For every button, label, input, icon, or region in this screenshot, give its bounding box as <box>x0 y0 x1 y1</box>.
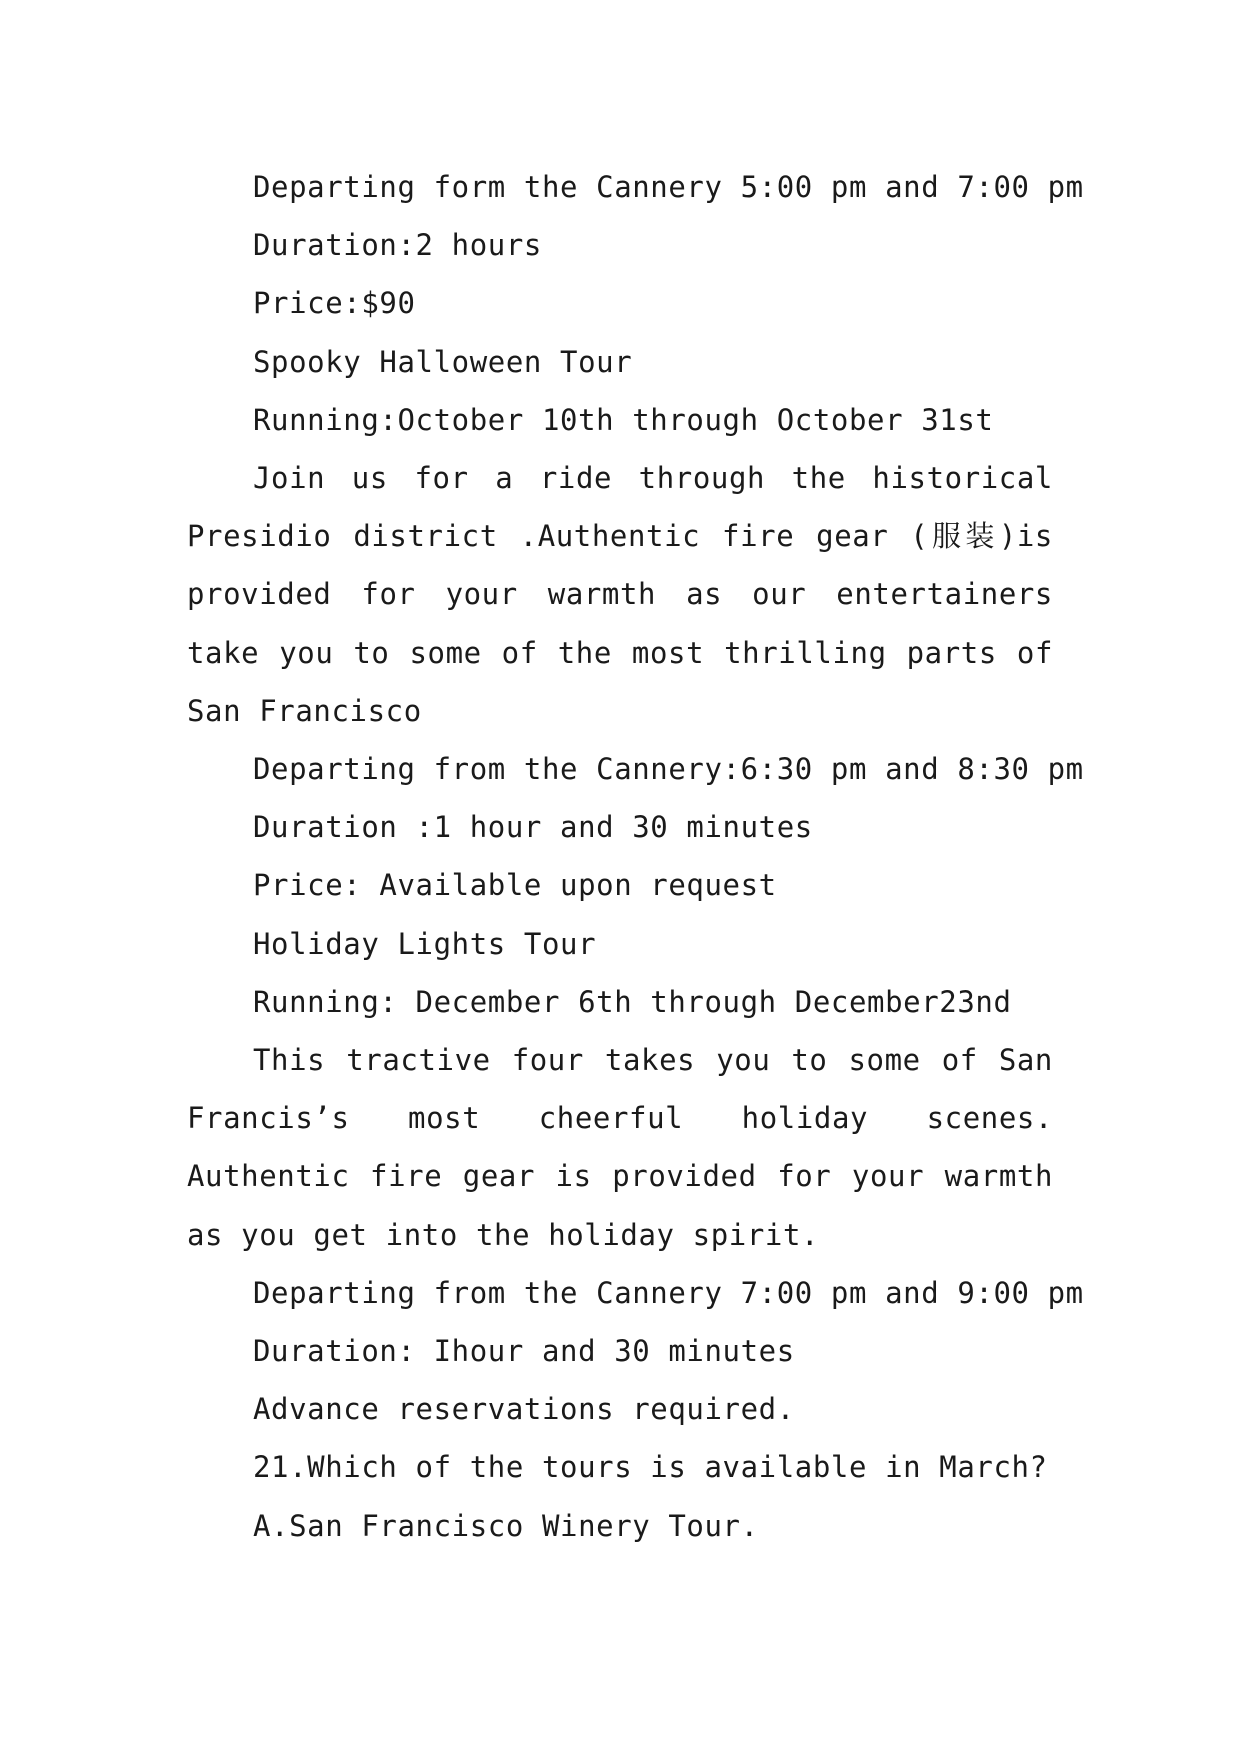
reservation-note: Advance reservations required. <box>253 1392 795 1427</box>
question-21: 21.Which of the tours is available in March? <box>253 1450 1048 1485</box>
departure-times-line: Departing from the Cannery:6:30 pm and 8:30 pm <box>253 752 1084 787</box>
running-dates-line: Running: December 6th through December23nd <box>253 984 1012 1019</box>
departure-times-line: Departing form the Cannery 5:00 pm and 7:00 pm <box>253 170 1084 204</box>
duration-line: Duration :1 hour and 30 minutes <box>253 810 813 845</box>
tour-title-halloween: Spooky Halloween Tour <box>253 344 633 379</box>
price-line: Price:$90 <box>253 286 416 321</box>
duration-line: Duration: Ihour and 30 minutes <box>253 1334 795 1369</box>
holiday-description: This tractive four takes you to some of San Francis’s most cheerful holiday scenes. Authentic fire gear is provided for your warmth as you get into the holiday spirit. <box>187 1043 1053 1252</box>
answer-option-a: A.San Francisco Winery Tour. <box>253 1508 759 1543</box>
running-dates-line: Running:October 10th through October 31st <box>253 402 994 437</box>
document-body <box>187 158 1084 1555</box>
price-line: Price: Available upon request <box>253 868 777 903</box>
duration-line: Duration:2 hours <box>253 228 542 263</box>
departure-times-line: Departing from the Cannery 7:00 pm and 9:00 pm <box>253 1275 1084 1310</box>
halloween-description: Join us for a ride through the historical Presidio district .Authentic fire gear (服装)is provided for your warmth as our entertainers take you to some of the most thrilling parts of San Francisco <box>187 461 1053 728</box>
tour-title-holiday-lights: Holiday Lights Tour <box>253 926 597 961</box>
